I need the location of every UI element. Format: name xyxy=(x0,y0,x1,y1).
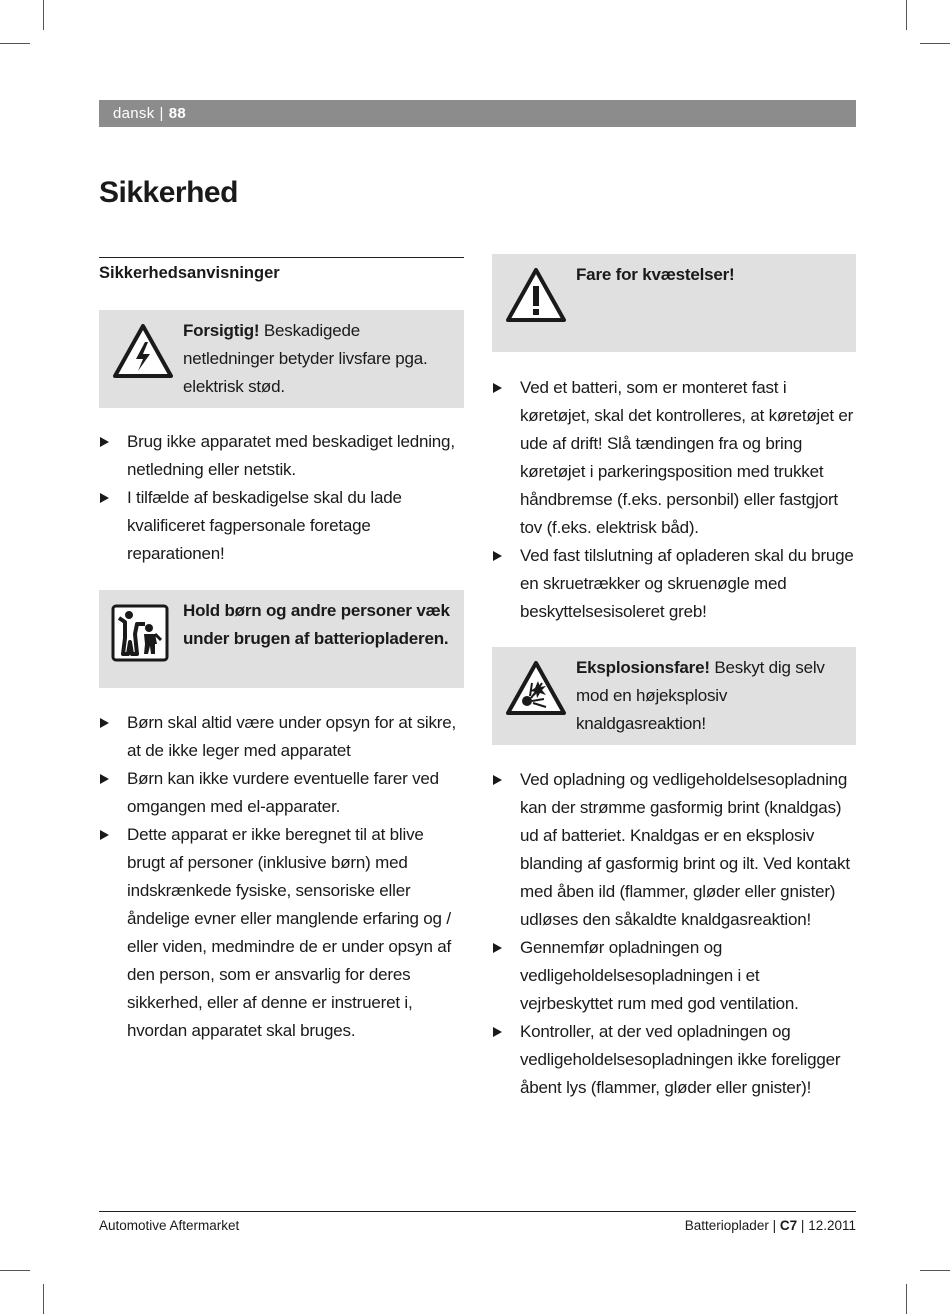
warning-body: Beskyt dig selv mod en højeksplosiv knaldgasreaktion! xyxy=(576,658,825,733)
footer-right xyxy=(685,1218,856,1233)
warning-box-children xyxy=(99,590,464,688)
list-item: Børn kan ikke vurdere eventuelle farer ved omgangen med el-apparater. xyxy=(99,765,464,821)
footer-left: Automotive Aftermarket xyxy=(99,1218,240,1233)
crop-mark xyxy=(906,1284,907,1314)
bullet-list xyxy=(492,374,856,626)
footer-rule xyxy=(99,1211,856,1212)
crop-mark xyxy=(0,1270,30,1271)
warning-label: Eksplosionsfare! xyxy=(576,658,710,677)
list-item: Brug ikke apparatet med beskadiget ledning, netledning eller netstik. xyxy=(99,428,464,484)
bullet-list xyxy=(99,428,464,568)
warning-body: Beskadigede netledninger betyder livsfare pga. elektrisk stød. xyxy=(183,321,428,396)
page-number: 88 xyxy=(168,105,187,122)
bullet-list xyxy=(99,709,464,1045)
bullet-list xyxy=(492,766,856,1102)
warning-box-explosion xyxy=(492,647,856,745)
list-item: I tilfælde af beskadigelse skal du lade kvalificeret fagpersonale foretage reparationen! xyxy=(99,484,464,568)
exclamation-warning-icon xyxy=(504,266,568,326)
section-subheading: Sikkerhedsanvisninger xyxy=(99,264,280,282)
crop-mark xyxy=(906,0,907,30)
crop-mark xyxy=(43,1284,44,1314)
keep-children-away-icon xyxy=(111,604,169,662)
header-separator: | xyxy=(159,105,164,122)
list-item: Ved opladning og vedligeholdelsesopladning kan der strømme gasformig brint (knaldgas) ud af batteriet. Knaldgas er en eksplosiv blanding af gasformig brint og ilt. Ved kontakt med åben ild (flammer, gløder eller gnister) udløses den såkaldte knaldgasreaktion! xyxy=(492,766,856,934)
warning-text: Hold børn og andre personer væk under brugen af batteriopladeren. xyxy=(183,601,450,648)
footer-code: C7 xyxy=(779,1218,798,1233)
warning-text xyxy=(183,317,450,401)
page-title: Sikkerhed xyxy=(99,176,238,209)
electric-shock-warning-icon xyxy=(111,322,175,382)
footer-date: 12.2011 xyxy=(808,1218,856,1233)
crop-mark xyxy=(0,43,30,44)
warning-label: Forsigtig! xyxy=(183,321,260,340)
crop-mark xyxy=(43,0,44,30)
crop-mark xyxy=(920,43,950,44)
list-item: Kontroller, at der ved opladningen og vedligeholdelsesopladningen ikke foreligger åbent lys (flammer, gløder eller gnister)! xyxy=(492,1018,856,1102)
list-item: Gennemfør opladningen og vedligeholdelsesopladningen i et vejrbeskyttet rum med god ventilation. xyxy=(492,934,856,1018)
footer-separator: | xyxy=(800,1218,805,1233)
list-item: Dette apparat er ikke beregnet til at blive brugt af personer (inklusive børn) med indskrænkede fysiske, sensoriske eller åndelige evner eller manglende erfaring og / eller viden, medmindre de er under opsyn af den person, som er ansvarlig for deres sikkerhed, eller af denne er instrueret i, hvordan apparatet skal bruges. xyxy=(99,821,464,1045)
list-item: Ved fast tilslutning af opladeren skal du bruge en skruetrækker og skruenøgle med beskyttelsesisoleret greb! xyxy=(492,542,856,626)
explosion-warning-icon xyxy=(504,659,568,719)
footer-product: Batterioplader xyxy=(684,1218,769,1233)
list-item: Børn skal altid være under opsyn for at sikre, at de ikke leger med apparatet xyxy=(99,709,464,765)
footer-separator: | xyxy=(772,1218,777,1233)
list-item: Ved et batteri, som er monteret fast i køretøjet, skal det kontrolleres, at køretøjet er ude af drift! Slå tændingen fra og bring køretøjet i parkeringsposition med trukket håndbremse (f.eks. personbil) eller fastgjort tov (f.eks. elektrisk båd). xyxy=(492,374,856,542)
warning-text xyxy=(576,654,842,738)
warning-box-electric xyxy=(99,310,464,408)
warning-text: Fare for kvæstelser! xyxy=(576,265,735,284)
section-rule xyxy=(99,257,464,258)
header-language: dansk xyxy=(113,105,155,122)
page-header xyxy=(99,100,856,127)
crop-mark xyxy=(920,1270,950,1271)
warning-box-injury xyxy=(492,254,856,352)
